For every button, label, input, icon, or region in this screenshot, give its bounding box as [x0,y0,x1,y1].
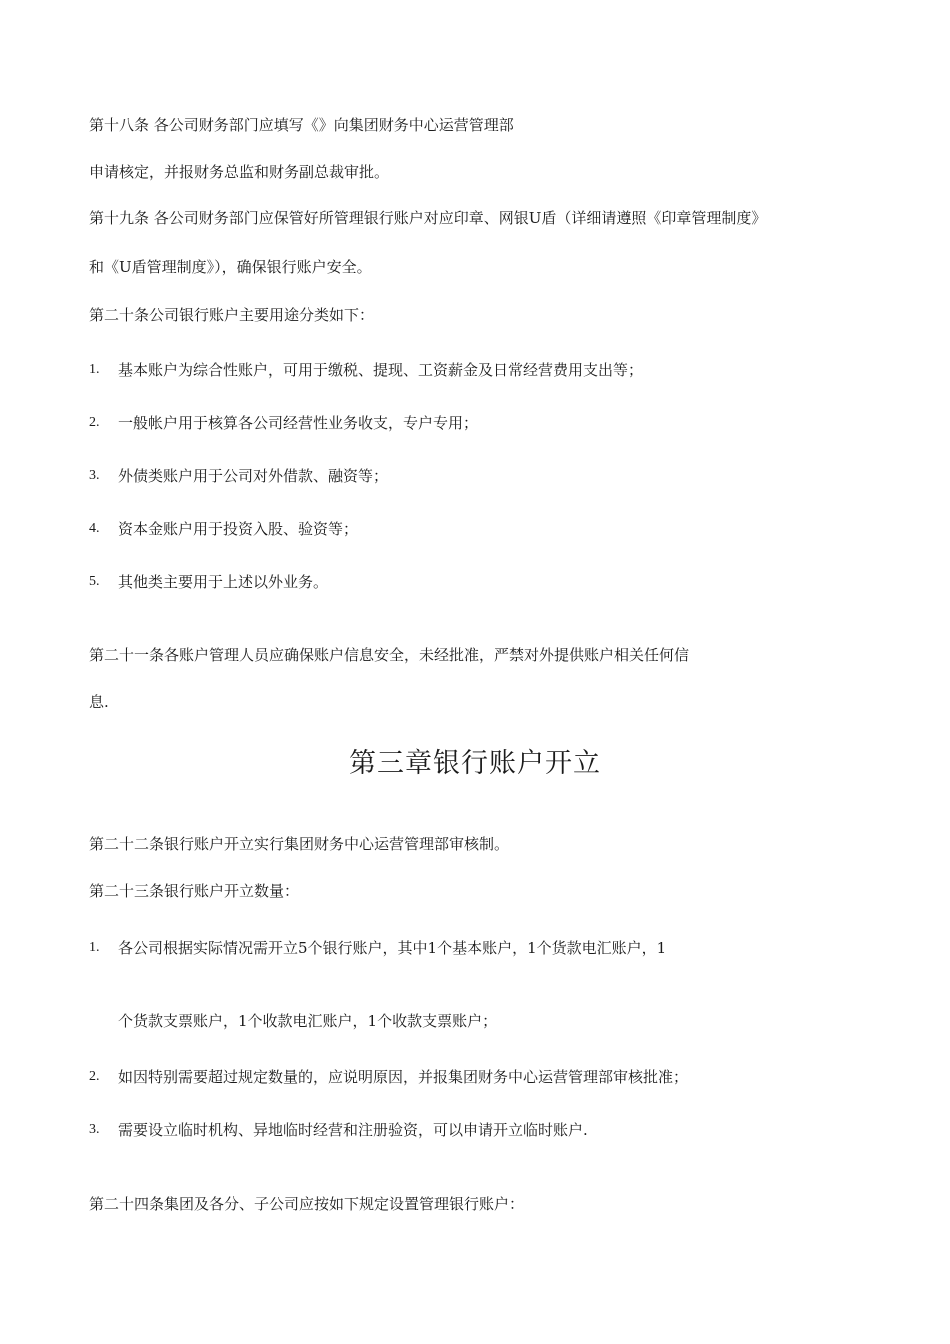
list-item: 资本金账户用于投资入股、验资等； [118,520,359,538]
list-item-number: 2. [89,415,100,430]
list-item: 外债类账户用于公司对外借款、融资等； [118,467,389,485]
list-item: 各公司根据实际情况需开立5个银行账户，其中1个基本账户，1个货款电汇账户，1 [118,939,667,957]
article-20: 第二十条公司银行账户主要用途分类如下： [89,306,375,324]
article-22: 第二十二条银行账户开立实行集团财务中心运营管理部审核制。 [89,835,510,853]
chapter-title: 第三章银行账户开立 [349,748,601,779]
list-item: 基本账户为综合性账户，可用于缴税、提现、工资薪金及日常经营费用支出等； [118,361,644,379]
list-item-number: 4. [89,521,100,536]
list-item: 其他类主要用于上述以外业务。 [118,573,329,591]
list-item-continuation: 个货款支票账户，1个收款电汇账户，1个收款支票账户； [118,1012,498,1030]
list-item-number: 3. [89,1122,100,1137]
list-item-number: 5. [89,574,100,589]
article-18-line-1: 第十八条 各公司财务部门应填写《》向集团财务中心运营管理部 [89,116,514,134]
article-19-line-1: 第十九条 各公司财务部门应保管好所管理银行账户对应印章、网银U盾（详细请遵照《印章管理制度》 [89,209,767,227]
list-item-number: 1. [89,940,100,955]
article-23: 第二十三条银行账户开立数量： [89,882,300,900]
article-24: 第二十四条集团及各分、子公司应按如下规定设置管理银行账户： [89,1195,525,1213]
article-19-line-2: 和《U盾管理制度》），确保银行账户安全。 [89,258,372,276]
list-item: 如因特别需要超过规定数量的，应说明原因，并报集团财务中心运营管理部审核批准； [118,1068,689,1086]
article-21-line-1: 第二十一条各账户管理人员应确保账户信息安全，未经批准，严禁对外提供账户相关任何信 [89,646,690,664]
list-item-number: 3. [89,468,100,483]
list-item-number: 2. [89,1069,100,1084]
article-21-line-2: 息. [89,693,109,711]
list-item: 一般帐户用于核算各公司经营性业务收支，专户专用； [118,414,479,432]
list-item-number: 1. [89,362,100,377]
article-18-line-2: 申请核定，并报财务总监和财务副总裁审批。 [89,163,390,181]
list-item: 需要设立临时机构、异地临时经营和注册验资，可以申请开立临时账户. [118,1121,588,1139]
